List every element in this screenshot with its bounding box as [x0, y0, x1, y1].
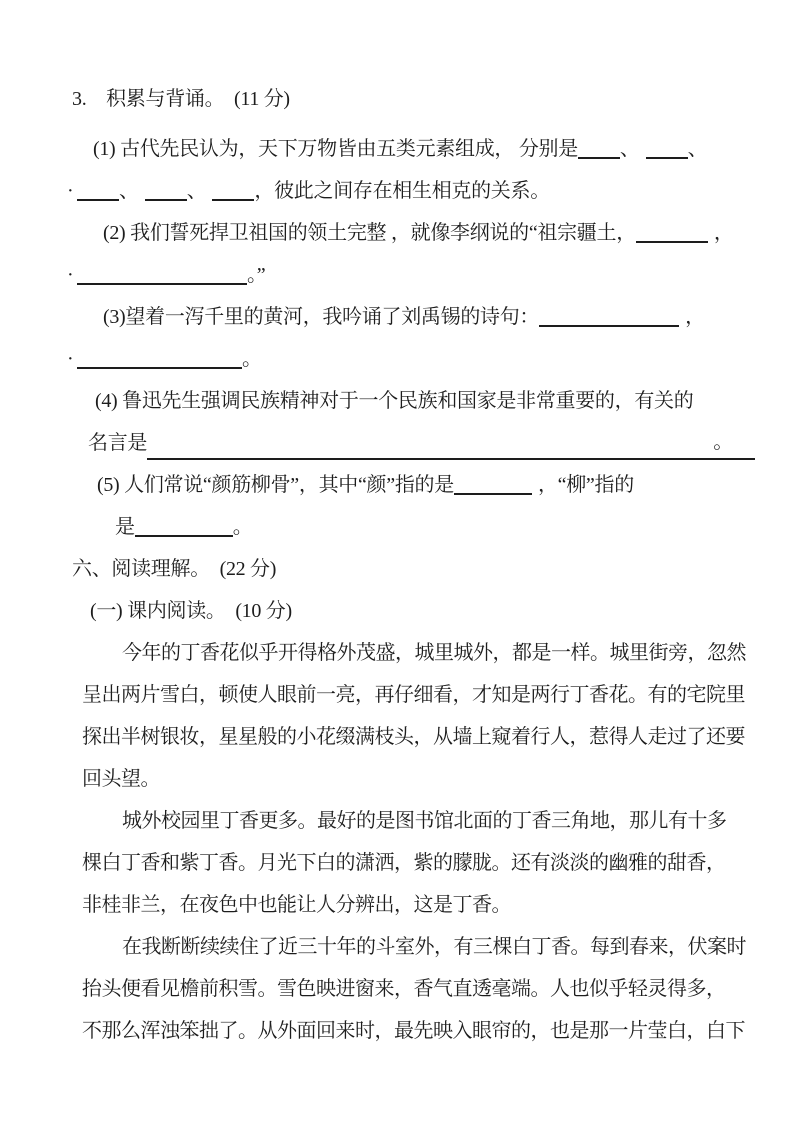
question-3-tail: 。	[242, 348, 262, 370]
enum-comma: 、	[687, 138, 708, 160]
enum-comma: 、	[119, 180, 139, 202]
passage-text: 回头望。	[82, 768, 160, 790]
question-5-tail: 。	[232, 516, 253, 538]
passage-text: 不那么浑浊笨拙了。从外面回来时，最先映入眼帘的，也是那一片莹白，白下	[82, 1020, 745, 1042]
question-1-tail: ，彼此之间存在相生相克的关系。	[254, 180, 550, 202]
passage-line	[82, 842, 755, 884]
enum-comma: 、	[186, 180, 207, 202]
blank-underline	[77, 343, 242, 369]
passage-text: 城外校园里丁香更多。最好的是图书馆北面的丁香三角地，那儿有十多	[122, 810, 727, 832]
passage-text: 抬头便看见檐前积雪。雪色映进窗来，香气直透毫端。人也似乎轻灵得多，	[82, 978, 726, 1000]
question-2-comma: ，	[713, 222, 734, 244]
question-3-comma: ，	[685, 306, 705, 328]
question-4-period: 。	[713, 431, 733, 453]
passage-line	[82, 674, 755, 716]
question-1-line-2	[67, 170, 755, 212]
question-4-line-2	[88, 422, 755, 464]
blank-underline	[454, 469, 532, 495]
passage-text: 在我断断续续住了近三十年的斗室外，有三棵白丁香。每到春来，伏案时	[122, 936, 746, 958]
blank-underline	[135, 511, 233, 537]
question-5-line-1	[97, 464, 755, 506]
question-4-text: (4) 鲁迅先生强调民族精神对于一个民族和国家是非常重要的，有关的	[95, 390, 694, 412]
question-3-line-1	[103, 296, 755, 338]
part-1-heading-text: (一) 课内阅读。 (10 分)	[90, 600, 292, 622]
passage-text: 棵白丁香和紫丁香。月光下白的潇洒，紫的朦胧。还有淡淡的幽雅的甜香，	[82, 852, 726, 874]
passage-line	[122, 926, 755, 968]
passage-line	[122, 800, 755, 842]
blank-underline-long	[147, 422, 755, 460]
section-6-heading-text: 六、阅读理解。 (22 分)	[72, 558, 277, 580]
question-2-line-2	[67, 254, 755, 296]
question-5-line-2	[115, 506, 755, 548]
blank-underline	[539, 301, 679, 327]
passage-text: 探出半树银妆，星星般的小花缀满枝头，从墙上窥着行人，惹得人走过了还要	[82, 726, 745, 748]
question-2-line-1	[103, 212, 755, 254]
section-3-heading	[72, 78, 755, 120]
question-4-lead: 名言是	[88, 432, 148, 454]
question-3-line-2	[67, 338, 755, 380]
question-5-text-a: (5) 人们常说“颜筋柳骨”，其中“颜”指的是	[97, 474, 454, 496]
question-1-line-1	[93, 128, 755, 170]
question-1-text: (1) 古代先民认为，天下万物皆由五类元素组成， 分别是	[93, 138, 578, 160]
question-2-text: (2) 我们誓死捍卫祖国的领土完整 ，就像李纲说的“祖宗疆土，	[103, 222, 636, 244]
passage-line	[82, 968, 755, 1010]
passage-line	[82, 758, 755, 800]
question-5-text-b: ，“柳”指的	[537, 474, 634, 496]
question-5-lead: 是	[115, 516, 135, 538]
blank-underline	[77, 175, 119, 201]
section-6-heading	[72, 548, 755, 590]
continuation-dot: ·	[67, 264, 74, 286]
passage-text: 呈出两片雪白，顿使人眼前一亮，再仔细看，才知是两行丁香花。有的宅院里	[82, 684, 745, 706]
blank-underline	[77, 259, 247, 285]
passage-line	[82, 716, 755, 758]
blank-underline	[145, 175, 187, 201]
section-3-heading-text: 3. 积累与背诵。 (11 分)	[72, 88, 290, 110]
blank-underline	[212, 175, 254, 201]
passage-line	[82, 884, 755, 926]
blank-underline	[646, 133, 688, 159]
continuation-dot: ·	[67, 180, 74, 202]
passage-line	[82, 1010, 755, 1052]
passage-text: 非桂非兰，在夜色中也能让人分辨出，这是丁香。	[82, 894, 511, 916]
continuation-dot: ·	[67, 348, 74, 370]
question-2-tail: 。”	[247, 264, 266, 286]
part-1-heading	[90, 590, 755, 632]
blank-underline	[578, 133, 620, 159]
question-3-text: (3)望着一泻千里的黄河，我吟诵了刘禹锡的诗句：	[103, 306, 540, 328]
passage-text: 今年的丁香花似乎开得格外茂盛，城里城外，都是一样。城里街旁，忽然	[122, 642, 746, 664]
question-4-line-1	[95, 380, 755, 422]
blank-underline	[636, 217, 708, 243]
enum-comma: 、	[619, 138, 640, 160]
passage-line	[122, 632, 755, 674]
